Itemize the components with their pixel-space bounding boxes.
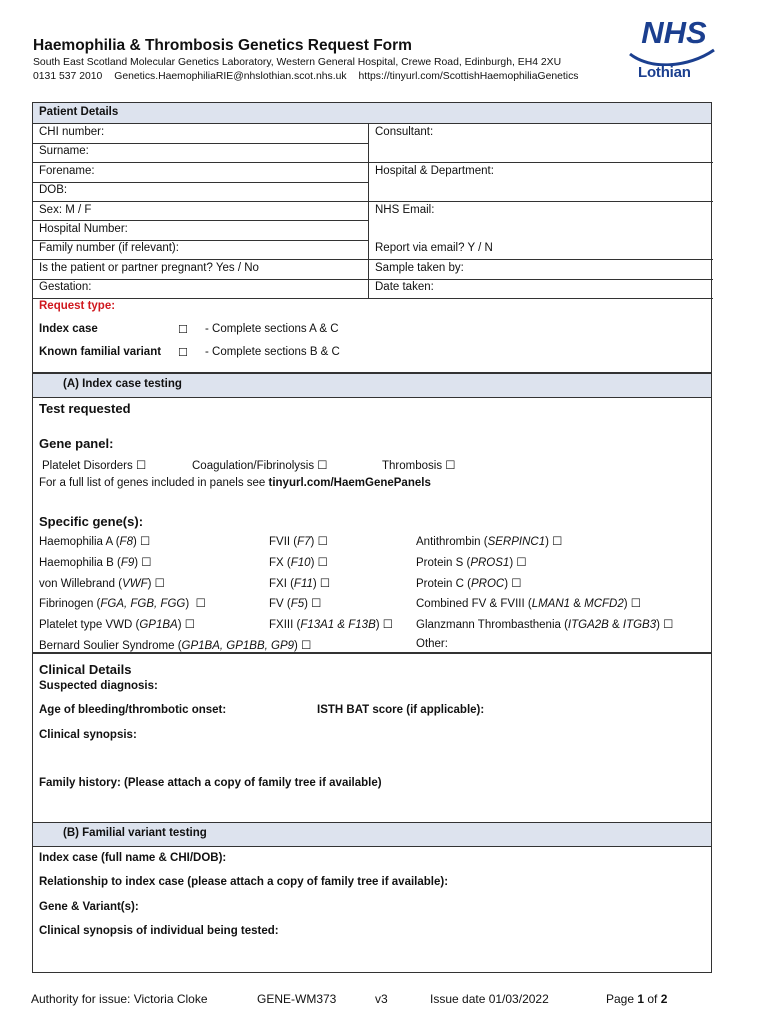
lab-phone: 0131 537 2010: [33, 71, 103, 82]
index-case-note: - Complete sections A & C: [205, 323, 339, 335]
row-divider: [33, 259, 713, 260]
gene-bernard-soulier-checkbox[interactable]: Bernard Soulier Syndrome (GP1BA, GP1BB, GP9) ☐: [39, 640, 312, 652]
gene-vwf-checkbox[interactable]: von Willebrand (VWF) ☐: [39, 578, 165, 590]
index-case-checkbox[interactable]: ☐: [178, 323, 188, 336]
row-divider: [33, 201, 713, 202]
gene-lman1-mcfd2-checkbox[interactable]: Combined FV & FVIII (LMAN1 & MCFD2) ☐: [416, 598, 642, 610]
clinical-details-heading: Clinical Details: [39, 662, 132, 677]
panel-note-text: For a full list of genes included in panels see: [39, 477, 269, 489]
clinical-details-section: [32, 653, 712, 823]
column-divider: [368, 124, 369, 299]
gene-f7-checkbox[interactable]: FVII (F7) ☐: [269, 536, 328, 548]
row-divider: [33, 279, 713, 280]
suspected-diagnosis-field[interactable]: Suspected diagnosis:: [39, 680, 158, 692]
gene-f11-checkbox[interactable]: FXI (F11) ☐: [269, 578, 331, 590]
hospital-number-field[interactable]: Hospital Number:: [39, 223, 128, 235]
surname-field[interactable]: Surname:: [39, 145, 89, 157]
panel-note: [39, 477, 431, 489]
gene-gp1ba-checkbox[interactable]: Platelet type VWD (GP1BA) ☐: [39, 619, 196, 631]
gene-f13-checkbox[interactable]: FXIII (F13A1 & F13B) ☐: [269, 619, 394, 631]
panel-coagulation-checkbox[interactable]: Coagulation/Fibrinolysis ☐: [192, 460, 328, 472]
nhs-email-field[interactable]: NHS Email:: [375, 204, 435, 216]
forename-field[interactable]: Forename:: [39, 165, 95, 177]
gene-f9-checkbox[interactable]: Haemophilia B (F9) ☐: [39, 557, 152, 569]
row-divider: [33, 220, 368, 221]
row-divider: [33, 182, 368, 183]
gene-f8-checkbox[interactable]: Haemophilia A (F8) ☐: [39, 536, 151, 548]
gene-f5-checkbox[interactable]: FV (F5) ☐: [269, 598, 322, 610]
isth-bat-score-field[interactable]: ISTH BAT score (if applicable):: [317, 704, 485, 716]
lab-url: https://tinyurl.com/ScottishHaemophiliaGenetics: [358, 71, 579, 82]
familial-variant-note: - Complete sections B & C: [205, 346, 340, 358]
page-total: 2: [660, 992, 668, 1006]
gene-proc-checkbox[interactable]: Protein C (PROC) ☐: [416, 578, 522, 590]
footer-version: v3: [375, 992, 388, 1006]
date-taken-field[interactable]: Date taken:: [375, 281, 434, 293]
age-of-onset-field[interactable]: Age of bleeding/thrombotic onset:: [39, 704, 227, 716]
gestation-field[interactable]: Gestation:: [39, 281, 92, 293]
sex-field[interactable]: Sex: M / F: [39, 204, 92, 216]
index-case-label: Index case: [39, 323, 98, 335]
sample-taken-by-field[interactable]: Sample taken by:: [375, 262, 464, 274]
row-divider: [33, 162, 713, 163]
family-number-field[interactable]: Family number (if relevant):: [39, 242, 179, 254]
footer-code: GENE-WM373: [257, 992, 337, 1006]
report-via-email-field[interactable]: Report via email? Y / N: [375, 242, 493, 254]
lab-email: Genetics.HaemophiliaRIE@nhslothian.scot.nhs.uk: [114, 71, 347, 82]
gene-serpinc1-checkbox[interactable]: Antithrombin (SERPINC1) ☐: [416, 536, 563, 548]
gene-variant-field[interactable]: Gene & Variant(s):: [39, 901, 139, 913]
form-title: Haemophilia & Thrombosis Genetics Request Form: [33, 37, 412, 54]
gene-panel-heading: Gene panel:: [39, 436, 114, 451]
logo-lothian-text: Lothian: [638, 64, 691, 81]
page-current: 1: [637, 992, 645, 1006]
gene-itga2b-itgb3-checkbox[interactable]: Glanzmann Thrombasthenia (ITGA2B & ITGB3) ☐: [416, 619, 674, 631]
request-type-label: Request type:: [39, 300, 116, 312]
consultant-field[interactable]: Consultant:: [375, 126, 434, 138]
tested-synopsis-field[interactable]: Clinical synopsis of individual being tested:: [39, 925, 279, 937]
gene-pros1-checkbox[interactable]: Protein S (PROS1) ☐: [416, 557, 527, 569]
footer-authority: Authority for issue: Victoria Cloke: [31, 992, 208, 1006]
gene-other-field[interactable]: Other:: [416, 638, 448, 650]
section-b: [32, 822, 712, 973]
section-b-header: [33, 823, 711, 847]
index-case-details-field[interactable]: Index case (full name & CHI/DOB):: [39, 852, 227, 864]
family-history-field[interactable]: Family history: (Please attach a copy of family tree if available): [39, 777, 382, 789]
specific-genes-heading: Specific gene(s):: [39, 514, 144, 529]
clinical-synopsis-field[interactable]: Clinical synopsis:: [39, 729, 137, 741]
patient-details-section: [32, 102, 712, 373]
hospital-department-field[interactable]: Hospital & Department:: [375, 165, 494, 177]
section-a: [32, 373, 712, 653]
section-b-heading: (B) Familial variant testing: [63, 827, 207, 839]
footer-issue-date: Issue date 01/03/2022: [430, 992, 549, 1006]
dob-field[interactable]: DOB:: [39, 184, 68, 196]
section-a-header: [33, 374, 711, 398]
patient-details-header: [33, 103, 711, 124]
row-divider: [33, 143, 368, 144]
panel-platelet-checkbox[interactable]: Platelet Disorders ☐: [42, 460, 147, 472]
section-a-heading: (A) Index case testing: [63, 378, 182, 390]
patient-details-heading: Patient Details: [39, 106, 119, 118]
gene-fibrinogen-checkbox[interactable]: Fibrinogen (FGA, FGB, FGG) ☐: [39, 598, 206, 610]
contact-line: [33, 71, 588, 82]
nhs-lothian-logo: [622, 14, 722, 86]
footer-page-number: [606, 992, 667, 1006]
nhs-logo-icon: [632, 16, 716, 46]
gene-f10-checkbox[interactable]: FX (F10) ☐: [269, 557, 328, 569]
svg-text:NHS: NHS: [641, 16, 707, 46]
chi-number-field[interactable]: CHI number:: [39, 126, 105, 138]
pregnant-field[interactable]: Is the patient or partner pregnant? Yes / No: [39, 262, 259, 274]
familial-variant-label: Known familial variant: [39, 346, 162, 358]
familial-variant-checkbox[interactable]: ☐: [178, 346, 188, 359]
panel-thrombosis-checkbox[interactable]: Thrombosis ☐: [382, 460, 456, 472]
test-requested-heading: Test requested: [39, 401, 131, 416]
page-prefix: Page: [606, 992, 638, 1006]
row-divider: [33, 240, 368, 241]
panel-link[interactable]: tinyurl.com/HaemGenePanels: [268, 477, 431, 489]
row-divider: [33, 298, 713, 299]
lab-address: South East Scotland Molecular Genetics Laboratory, Western General Hospital, Crewe Road, Edinburgh, EH4 2XU: [33, 57, 562, 68]
page-of: of: [644, 992, 661, 1006]
relationship-field[interactable]: Relationship to index case (please attach a copy of family tree if available):: [39, 876, 449, 888]
